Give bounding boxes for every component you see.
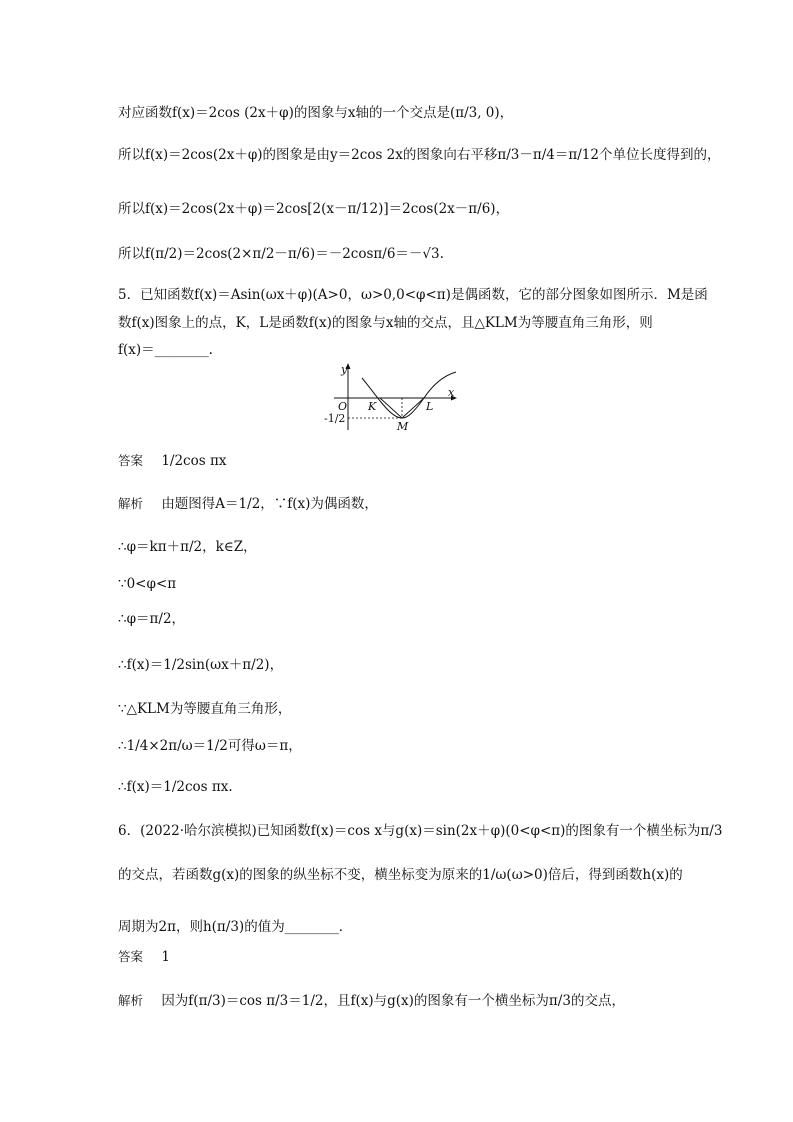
solution-5-row-5: ∴f(x)＝1/2sin(ωx＋π/2)，: [118, 657, 284, 673]
function-graph: [324, 360, 464, 434]
triangle-side-lm: [402, 398, 424, 418]
solution-5-row-1: [118, 495, 378, 513]
solution-5-label: 解析: [118, 496, 144, 511]
problem-6-line-3: 周期为2π，则h(π/3)的值为________．: [118, 919, 353, 935]
origin-label: O: [338, 400, 348, 413]
y-axis-label: y: [341, 363, 348, 376]
problem-5-line-2: 数f(x)图象上的点，K，L是函数f(x)的图象与x轴的交点，且△KLM为等腰直角三角形，则: [118, 315, 653, 331]
x-axis-label: x: [448, 386, 455, 399]
text-line-3: 所以f(x)＝2cos(2x＋φ)＝2cos[2(x－π/12)]＝2cos(2x－π/6)，: [118, 201, 510, 217]
point-l-label: L: [426, 400, 434, 413]
solution-5-row-3: ∵0<φ<π: [118, 576, 177, 592]
text-line-4: 所以f(π/2)＝2cos(2×π/2－π/6)＝－2cosπ/6＝－√3.: [118, 246, 444, 262]
answer-5-value: 1/2cos πx: [161, 453, 227, 469]
solution-6-row-1: [118, 992, 625, 1010]
solution-6-label: 解析: [118, 993, 144, 1008]
problem-5-line-1: 5．已知函数f(x)＝Asin(ωx＋φ)(A>0，ω>0,0<φ<π)是偶函数，它的部分图象如图所示．M是函: [118, 287, 708, 303]
solution-5-text-1: 由题图得A＝1/2，∵f(x)为偶函数，: [161, 496, 378, 512]
solution-6-text-1: 因为f(π/3)＝cos π/3＝1/2，且f(x)与g(x)的图象有一个横坐标为π/3的交点，: [161, 993, 625, 1009]
solution-5-row-7: ∴1/4×2π/ω＝1/2可得ω＝π，: [118, 738, 302, 754]
answer-5-label: 答案: [118, 453, 144, 468]
problem-5-line-3: f(x)＝________.: [118, 342, 213, 358]
problem-6-line-1: 6．(2022·哈尔滨模拟)已知函数f(x)＝cos x与g(x)＝sin(2x＋φ)(0<φ<π)的图象有一个横坐标为π/3: [118, 823, 723, 839]
text-line-2: 所以f(x)＝2cos(2x＋φ)的图象是由y＝2cos 2x的图象向右平移π/3－π/4＝π/12个单位长度得到的，: [118, 147, 721, 163]
neg-half-label: -1/2: [324, 412, 346, 425]
point-m-label: M: [397, 420, 409, 433]
text-line-1: 对应函数f(x)＝2cos (2x＋φ)的图象与x轴的一个交点是(π/3, 0)，: [118, 105, 514, 121]
answer-6-value: 1: [161, 949, 170, 965]
answer-6-label: 答案: [118, 949, 144, 964]
solution-5-row-4: ∴φ＝π/2，: [118, 611, 186, 627]
answer-6-row: [118, 948, 170, 966]
answer-5-row: [118, 452, 226, 470]
solution-5-row-2: ∴φ＝kπ＋π/2，k∈Z，: [118, 539, 257, 555]
solution-5-row-8: ∴f(x)＝1/2cos πx.: [118, 779, 233, 795]
solution-5-row-6: ∵△KLM为等腰直角三角形，: [118, 701, 292, 717]
point-k-label: K: [368, 400, 377, 413]
problem-6-line-2: 的交点，若函数g(x)的图象的纵坐标不变，横坐标变为原来的1/ω(ω>0)倍后，得到函数h(x)的: [118, 867, 683, 883]
triangle-side-km: [380, 398, 402, 418]
